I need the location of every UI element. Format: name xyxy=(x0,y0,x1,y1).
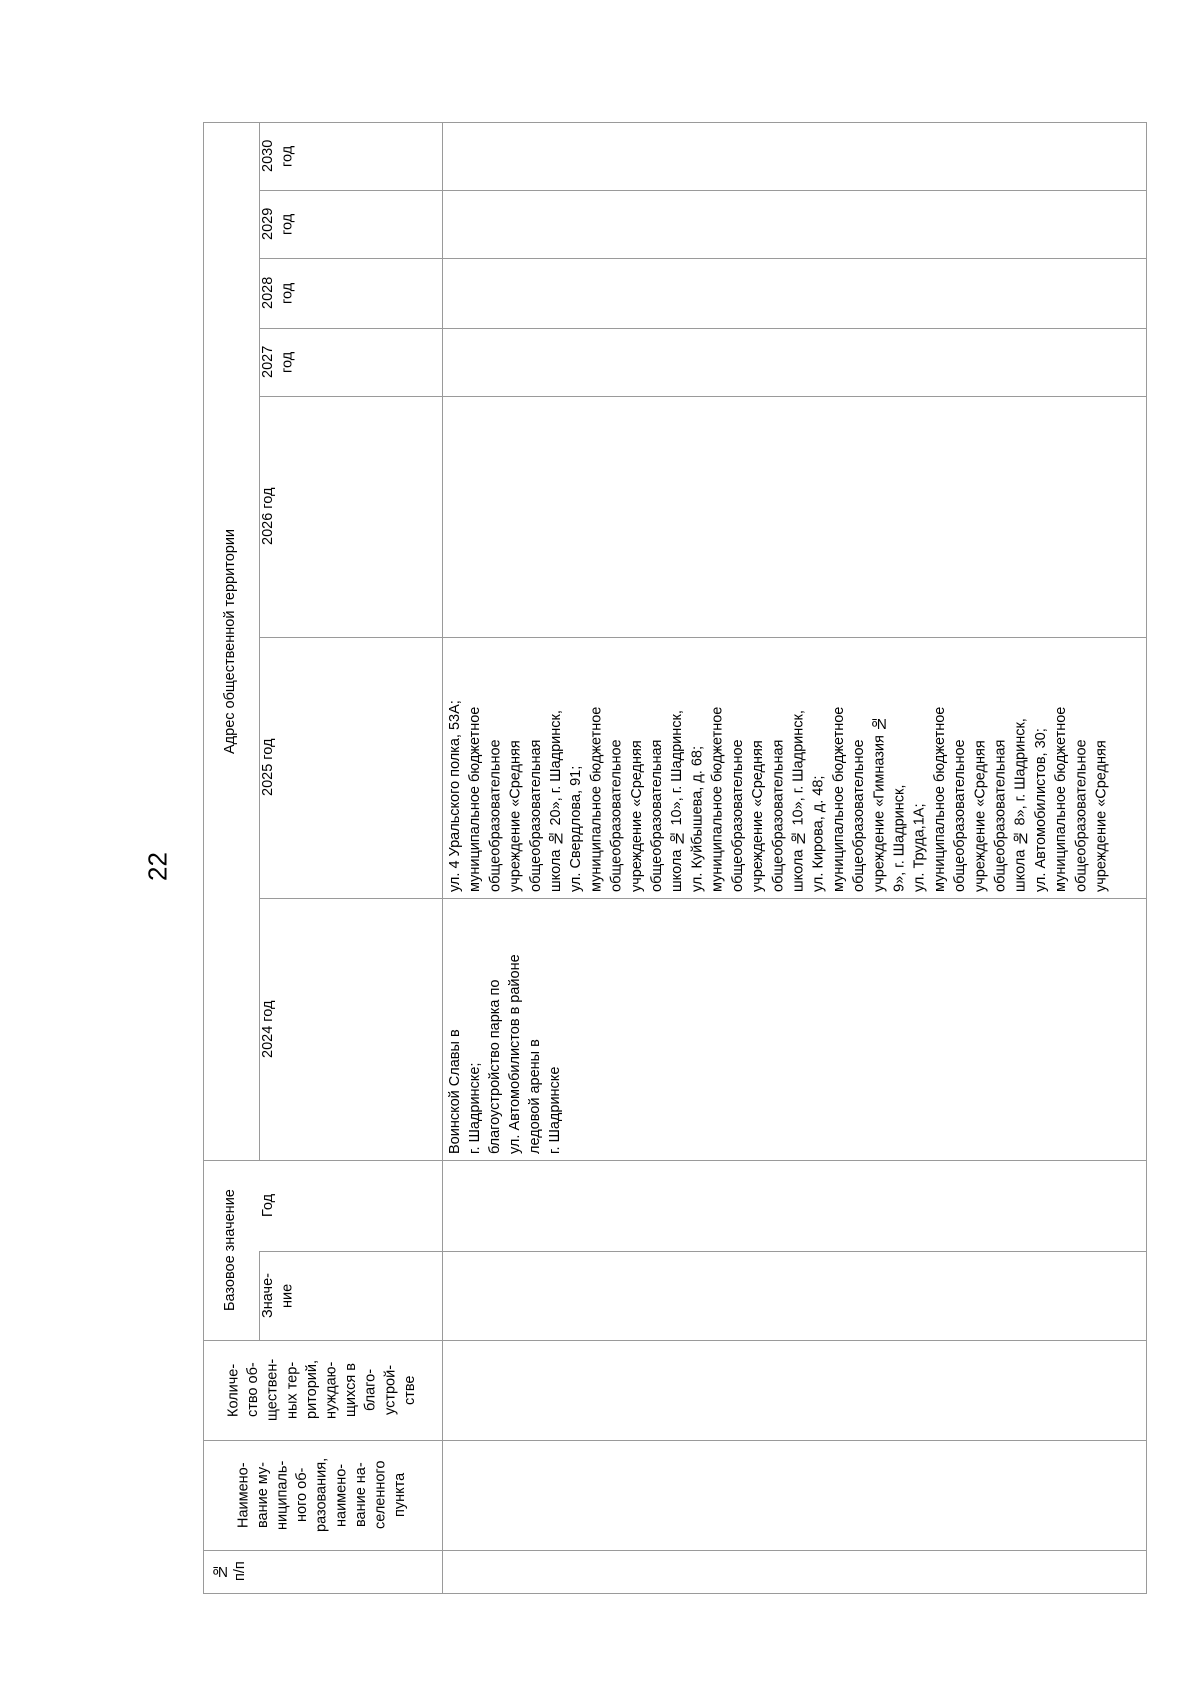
table-border-bottom xyxy=(203,1593,1146,1594)
cell-address-2026 xyxy=(442,396,1146,637)
cell-address-2027 xyxy=(442,328,1146,396)
header-year-2024: 2024 год xyxy=(260,1000,276,1058)
header-year-2025: 2025 год xyxy=(260,738,276,797)
table-border-right xyxy=(1146,122,1147,1594)
header-territory-count: Количе- ство об- ществен- ных тер- риторий, нуждаю- щихся в благо- устрой- стве xyxy=(225,1358,418,1422)
cell-territory-count xyxy=(442,1340,1146,1440)
cell-base-year xyxy=(442,1160,1146,1251)
cell-address-2025: ул. 4 Уральского полка, 53А; муниципальное бюджетное общеобразовательное учреждение «Средняя общеобразовательная школа № 20», г. Шадринск, ул. Свердлова, 91; муниципальное бюджетное общеобразовательное учреждение «Средняя общеобразовательная школа № 10», г. Шадринск, ул. Куйбышева, д. 68; муниципальное бюджетное общеобразовательное учреждение «Средняя общеобразовательная школа № 10», г. Шадринск, ул. Кирова, д. 48; муниципальное бюджетное общеобразовательное учреждение «Гимназия № 9», г. Шадринск, ул. Труда,1А; муниципальное бюджетное общеобразовательное учреждение «Средняя общеобразовательная школа № 8», г. Шадринск, ул. Автомобилистов, 30; муниципальное бюджетное общеобразовательное учреждение «Средняя xyxy=(447,700,1110,892)
header-num: № п/п xyxy=(212,1561,248,1582)
cell-address-2030 xyxy=(442,122,1146,190)
cell-num xyxy=(442,1550,1146,1593)
header-year-2028: 2028 год xyxy=(260,276,296,310)
cell-address-2029 xyxy=(442,190,1146,258)
page-number: 22 xyxy=(142,852,173,882)
header-year-2029: 2029 год xyxy=(260,207,296,241)
header-year-2027: 2027 год xyxy=(260,345,296,379)
header-base-value-value: Значе- ние xyxy=(260,1273,296,1318)
header-year-2030: 2030 год xyxy=(260,139,296,173)
header-base-value: Базовое значение xyxy=(222,1189,239,1311)
header-year-2026: 2026 год xyxy=(260,487,276,546)
header-base-value-year: Год xyxy=(260,1193,276,1218)
cell-municipality xyxy=(442,1440,1146,1550)
header-address: Адрес общественной территории xyxy=(222,528,239,754)
cell-address-2024: Воинской Славы в г. Шадринске; благоустройство парка по ул. Автомобилистов в районе ледовой арены в г. Шадринске xyxy=(447,954,563,1154)
cell-address-2028 xyxy=(442,258,1146,328)
header-municipality: Наимено- вание му- ниципаль- ного об- разования, наимено- вание на- селенного пункта xyxy=(235,1457,409,1533)
cell-base-value xyxy=(442,1251,1146,1340)
